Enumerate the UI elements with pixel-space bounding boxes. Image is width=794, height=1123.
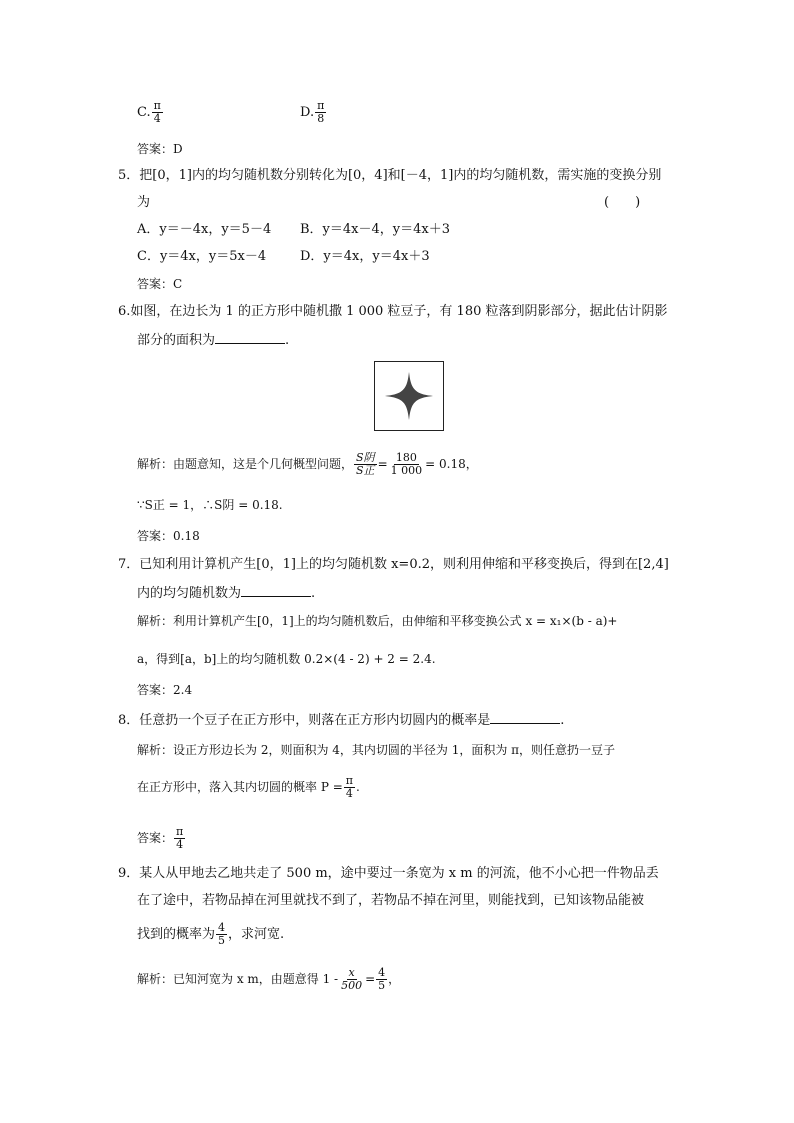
q8-answer-fraction	[174, 826, 185, 851]
q4-option-d-fraction	[315, 100, 326, 125]
q6-stem-line2-text: 部分的面积为	[137, 333, 216, 348]
q8-solution-line2-prefix: 在正方形中，落入其内切圆的概率 P =	[137, 780, 343, 794]
q6-stem-line2-end: .	[285, 333, 290, 348]
q8-stem-text: 8．任意扔一个豆子在正方形中，则落在正方形内切圆内的概率是	[118, 713, 491, 728]
q9-stem-line3-prefix: 找到的概率为	[137, 927, 216, 942]
q7-answer: 答案：2.4	[137, 683, 193, 697]
q8-stem-end: .	[560, 713, 565, 728]
q5-option-a: A．y＝－4x，y＝5－4	[137, 222, 272, 237]
q5-stem-line1: 5．把[0，1]内的均匀随机数分别转化为[0，4]和[－4，1]内的均匀随机数，需实施的变换分别	[118, 168, 662, 183]
q4-option-c-fraction	[152, 100, 163, 125]
q9-stem-num: 4	[218, 921, 226, 934]
q7-answer-blank	[241, 584, 311, 597]
q8-solution-den: 4	[345, 787, 353, 800]
q4-option-c-den: 4	[153, 112, 161, 125]
q9-solution-suffix: ，	[388, 972, 401, 986]
q8-solution-line2-end: .	[356, 780, 360, 794]
q8-solution-line1: 解析：设正方形边长为 2，则面积为 4，其内切圆的半径为 1，面积为 π，则任意扔一豆子	[137, 743, 616, 757]
q6-solution-equals: =	[377, 457, 388, 471]
q9-frac2-den: 5	[378, 979, 386, 992]
q8-answer-blank	[490, 711, 560, 724]
q6-solution-line2: ∵S正 = 1，∴S阴 = 0.18.	[137, 498, 283, 512]
q6-stem-line1: 6.如图，在边长为 1 的正方形中随机撒 1 000 粒豆子，有 180 粒落到阴影部分，据此估计阴影	[118, 304, 668, 319]
q8-answer-den: 4	[176, 838, 184, 851]
q8-solution-num: π	[345, 774, 353, 787]
q9-frac1-den: 500	[341, 979, 363, 992]
q8-solution-line2	[137, 775, 360, 800]
q6-answer-blank	[215, 331, 285, 344]
q6-solution-fraction-2	[389, 452, 425, 477]
q9-solution-fraction-1	[339, 967, 364, 992]
q4-option-d	[300, 100, 327, 125]
q5-stem-line2: 为	[137, 195, 151, 210]
q6-stem-line2	[137, 331, 289, 349]
q6-solution-line1	[137, 452, 478, 477]
q5-answer-bracket: ( )	[604, 195, 641, 210]
four-point-star-icon	[375, 362, 443, 430]
q4-option-d-label: D.	[300, 105, 315, 120]
q4-option-d-num: π	[317, 99, 325, 112]
q6-answer: 答案：0.18	[137, 529, 200, 543]
q9-stem-line3-suffix: ，求河宽.	[228, 927, 285, 942]
q8-answer-label: 答案：	[137, 831, 174, 845]
q6-solution-prefix: 解析：由题意知，这是个几何概型问题，	[137, 457, 354, 471]
q4-option-d-den: 8	[317, 112, 325, 125]
q9-solution-equals: =	[365, 972, 376, 986]
q9-stem-fraction	[216, 922, 227, 947]
q5-option-d: D．y＝4x，y＝4x＋3	[300, 249, 430, 264]
q6-frac1-num: S阴	[356, 451, 375, 464]
q7-solution-line2: a，得到[a，b]上的均匀随机数 0.2×(4 - 2) + 2 = 2.4.	[137, 652, 436, 666]
q4-option-c-label: C.	[137, 105, 151, 120]
q9-solution-fraction-2	[376, 967, 387, 992]
q7-solution-line1: 解析：利用计算机产生[0，1]上的均匀随机数后，由伸缩和平移变换公式 x = x₁×(b - a)+	[137, 614, 618, 628]
q6-solution-fraction-1	[354, 452, 377, 477]
q9-solution-line1	[137, 967, 400, 992]
q7-stem-line2-end: .	[311, 586, 316, 601]
q9-stem-line3	[137, 922, 284, 947]
q9-stem-line2: 在了途中，若物品掉在河里就找不到了，若物品不掉在河里，则能找到，已知该物品能被	[137, 893, 645, 908]
q7-stem-line2	[137, 584, 315, 602]
q6-frac1-den: S正	[356, 464, 375, 477]
q7-stem-line2-text: 内的均匀随机数为	[137, 586, 242, 601]
q5-option-c: C．y＝4x，y＝5x－4	[137, 249, 267, 264]
q9-stem-line1: 9．某人从甲地去乙地共走了 500 m，途中要过一条宽为 x m 的河流，他不小心把一件物品丢	[118, 866, 659, 881]
q4-answer: 答案：D	[137, 142, 183, 156]
q9-frac2-num: 4	[378, 966, 386, 979]
q8-answer	[137, 826, 186, 851]
q6-frac2-den: 1 000	[390, 464, 423, 477]
q5-answer: 答案：C	[137, 277, 183, 291]
q4-option-c	[137, 100, 164, 125]
q9-stem-den: 5	[218, 934, 226, 947]
q8-stem-line1	[118, 711, 564, 729]
q4-option-c-num: π	[153, 99, 161, 112]
q7-stem-line1: 7．已知利用计算机产生[0，1]上的均匀随机数 x=0.2，则利用伸缩和平移变换后，得到在[2,4]	[118, 557, 669, 572]
q6-solution-suffix: = 0.18，	[425, 457, 478, 471]
q8-solution-fraction	[344, 775, 355, 800]
q9-frac1-num: x	[348, 966, 355, 979]
q6-figure-square	[374, 361, 444, 431]
q8-answer-num: π	[176, 825, 184, 838]
q6-frac2-num: 180	[395, 451, 417, 464]
q9-solution-prefix: 解析：已知河宽为 x m，由题意得 1 -	[137, 972, 339, 986]
q5-option-b: B．y＝4x－4，y＝4x＋3	[300, 222, 450, 237]
